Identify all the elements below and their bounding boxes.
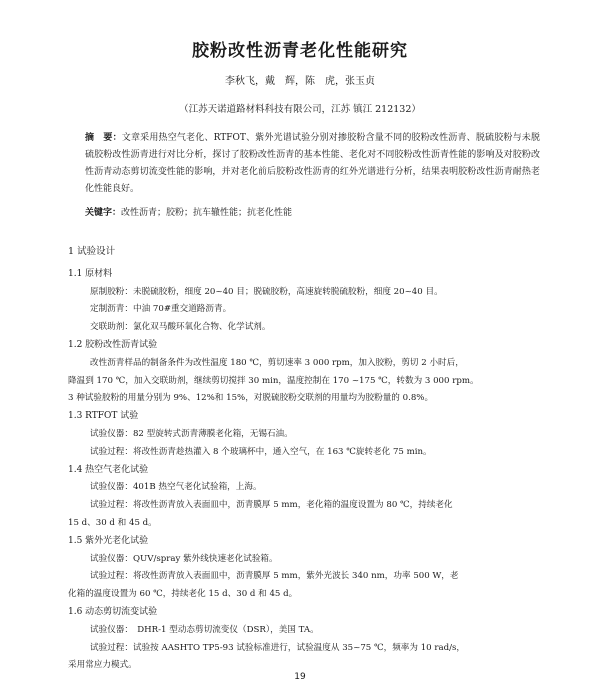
paragraph: 降温到 170 ℃，加入交联助剂，继续剪切搅拌 30 min，温度控制在 170 ~175 ℃，转数为 3 000 rpm。	[68, 375, 479, 386]
authors: 李秋飞，戴 辉，陈 虎，张玉贞	[225, 76, 375, 87]
paragraph: 化箱的温度设置为 60 ℃，持续老化 15 d、30 d 和 45 d。	[68, 589, 298, 600]
abstract-label: 摘 要：	[85, 133, 122, 143]
page-number: 19	[294, 672, 306, 682]
paragraph: 试验仪器：QUV/spray 紫外线快速老化试验箱。	[90, 553, 278, 564]
paragraph: 交联助剂：氯化双马酸环氧化合物、化学试剂。	[90, 322, 271, 333]
subsection-heading: 1.6 动态剪切流变试验	[68, 606, 158, 617]
abstract	[85, 130, 540, 198]
abstract-text: 文章采用热空气老化、RTFOT、紫外光谱试验分别对掺胶粉含量不同的胶粉改性沥青、脱硫胶粉与未脱硫胶粉改性沥青进行对比分析，探讨了胶粉改性沥青的基本性能、老化对不同胶粉改性沥青性能的影响及对胶粉改性沥青动态剪切流变性能的影响，并对老化前后胶粉改性沥青的红外光谱进行分析，结果表明胶粉改性沥青耐热老化性能良好。	[85, 133, 540, 194]
paragraph: 试验过程：将改性沥青放入表面皿中，沥青膜厚 5 mm，紫外光波长 340 nm，功率 500 W，老	[90, 571, 459, 582]
paragraph: 原制胶粉：未脱硫胶粉，细度 20~40 目；脱硫胶粉，高速旋转脱硫胶粉，细度 20~40 目。	[90, 286, 443, 297]
paragraph: 试验过程：将改性沥青趁热灌入 8 个玻璃杯中，通入空气，在 163 ℃旋转老化 75 min。	[90, 446, 432, 457]
paragraph: 试验过程：将改性沥青放入表面皿中，沥青膜厚 5 mm，老化箱的温度设置为 80 ℃，持续老化	[90, 500, 453, 511]
paragraph: 试验仪器：82 型旋转式沥青薄膜老化箱，无锡石油。	[90, 428, 293, 439]
body-text	[68, 243, 558, 675]
paragraph: 采用常应力模式。	[68, 660, 137, 671]
paragraph: 定制沥青：中油 70#重交道路沥青。	[90, 304, 232, 315]
subsection-heading: 1.1 原材料	[68, 268, 113, 279]
paragraph: 试验仪器：401B 热空气老化试验箱，上海。	[90, 482, 262, 493]
subsection-heading: 1.2 胶粉改性沥青试验	[68, 339, 158, 350]
paragraph: 3 种试验胶粉的用量分别为 9%、12%和 15%，对脱硫胶粉交联剂的用量均为胶粉量的 0.8%。	[68, 393, 434, 404]
keywords-label: 关键字：	[85, 208, 122, 218]
paragraph: 改性沥青样品的制备条件为改性温度 180 ℃，剪切速率 3 000 rpm，加入胶粉，剪切 2 小时后，	[90, 357, 464, 368]
paragraph: 试验过程：试验按 AASHTO TP5-93 试验标准进行，试验温度从 35~75 ℃，频率为 10 rad/s，	[90, 642, 466, 653]
paper-title: 胶粉改性沥青老化性能研究	[192, 41, 408, 61]
subsection-heading: 1.5 紫外光老化试验	[68, 535, 149, 546]
affiliation: （江苏天诺道路材料科技有限公司，江苏 镇江 212132）	[179, 104, 421, 115]
subsection-heading: 1.4 热空气老化试验	[68, 464, 149, 475]
keywords-text: 改性沥青；胶粉；抗车辙性能；抗老化性能	[121, 208, 293, 218]
subsection-heading: 1.3 RTFOT 试验	[68, 411, 139, 422]
keywords	[85, 205, 540, 222]
paragraph: 15 d、30 d 和 45 d。	[68, 517, 157, 528]
section-heading: 1 试验设计	[68, 246, 116, 257]
paragraph: 试验仪器： DHR-1 型动态剪切流变仪（DSR），美国 TA。	[90, 624, 319, 635]
